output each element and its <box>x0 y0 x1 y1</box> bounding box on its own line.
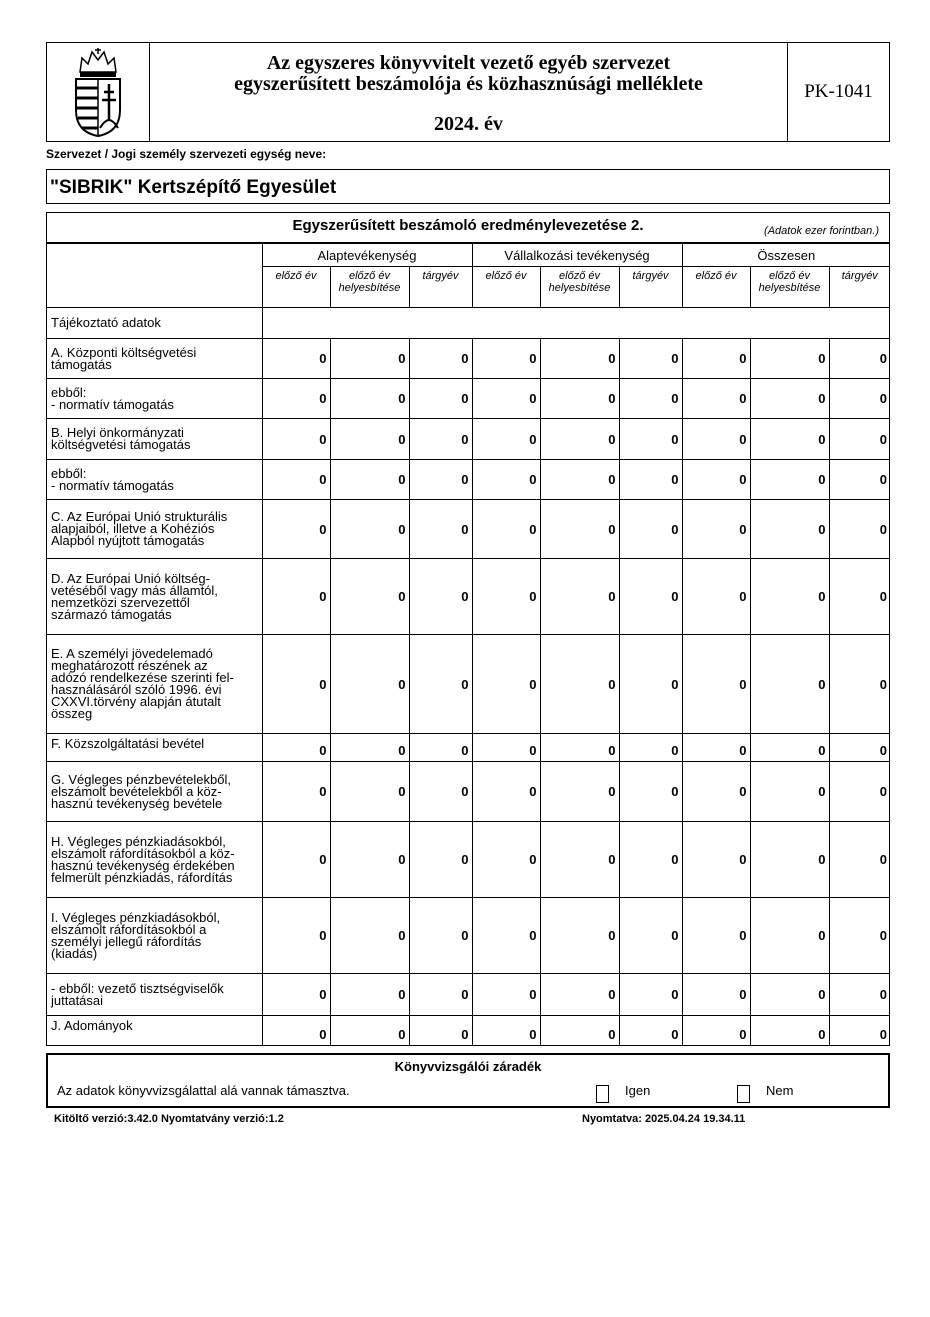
column-subheader: előző év helyesbítése <box>540 267 619 308</box>
value-cell: 0 <box>682 898 750 974</box>
value-cell: 0 <box>540 419 619 460</box>
value-cell: 0 <box>829 460 890 500</box>
section-label: Tájékoztató adatok <box>47 308 262 339</box>
table-row <box>47 460 890 500</box>
value-cell: 0 <box>682 974 750 1016</box>
row-label: ebből: - normatív támogatás <box>47 379 262 419</box>
value-cell: 0 <box>540 379 619 419</box>
no-label: Nem <box>766 1083 794 1098</box>
value-cell: 0 <box>262 822 330 898</box>
value-cell: 0 <box>330 734 409 762</box>
logo-cell <box>47 43 150 141</box>
value-cell: 0 <box>409 822 472 898</box>
version-info: Kitöltő verzió:3.42.0 Nyomtatvány verzió:1.2 <box>54 1113 284 1125</box>
value-cell: 0 <box>829 762 890 822</box>
form-header <box>46 42 890 142</box>
table-row <box>47 762 890 822</box>
value-cell: 0 <box>682 339 750 379</box>
value-cell: 0 <box>619 635 682 734</box>
value-cell: 0 <box>262 1016 330 1045</box>
value-cell: 0 <box>750 822 829 898</box>
value-cell: 0 <box>472 822 540 898</box>
value-cell: 0 <box>330 500 409 559</box>
table-title: Egyszerűsített beszámoló eredménylevezetése 2. <box>292 217 644 234</box>
value-cell: 0 <box>262 500 330 559</box>
value-cell: 0 <box>330 1016 409 1045</box>
value-cell: 0 <box>409 734 472 762</box>
value-cell: 0 <box>472 635 540 734</box>
value-cell: 0 <box>750 419 829 460</box>
value-cell: 0 <box>540 822 619 898</box>
value-cell: 0 <box>262 762 330 822</box>
income-statement-table <box>46 212 890 1046</box>
value-cell: 0 <box>682 822 750 898</box>
value-cell: 0 <box>829 898 890 974</box>
value-cell: 0 <box>829 974 890 1016</box>
value-cell: 0 <box>829 500 890 559</box>
table-row <box>47 898 890 974</box>
value-cell: 0 <box>540 974 619 1016</box>
value-cell: 0 <box>829 635 890 734</box>
value-cell: 0 <box>829 734 890 762</box>
table-row <box>47 1016 890 1045</box>
table-row <box>47 379 890 419</box>
value-cell: 0 <box>829 339 890 379</box>
row-label: F. Közszolgáltatási bevétel <box>47 734 262 762</box>
column-subheader: előző év <box>682 267 750 308</box>
table-row <box>47 822 890 898</box>
value-cell: 0 <box>750 635 829 734</box>
value-cell: 0 <box>472 559 540 635</box>
value-cell: 0 <box>619 1016 682 1045</box>
form-title <box>150 43 788 141</box>
value-cell: 0 <box>472 762 540 822</box>
data-grid <box>47 243 890 1045</box>
value-cell: 0 <box>409 379 472 419</box>
value-cell: 0 <box>540 339 619 379</box>
value-cell: 0 <box>540 635 619 734</box>
row-label: B. Helyi önkormányzati költségvetési támogatás <box>47 419 262 460</box>
value-cell: 0 <box>619 974 682 1016</box>
row-label: C. Az Európai Unió strukturális alapjaiból, illetve a Kohéziós Alapból nyújtott támogatás <box>47 500 262 559</box>
value-cell: 0 <box>262 898 330 974</box>
value-cell: 0 <box>330 460 409 500</box>
column-subheader: tárgyév <box>409 267 472 308</box>
value-cell: 0 <box>750 1016 829 1045</box>
table-row <box>47 419 890 460</box>
value-cell: 0 <box>472 419 540 460</box>
value-cell: 0 <box>682 379 750 419</box>
value-cell: 0 <box>619 559 682 635</box>
value-cell: 0 <box>472 974 540 1016</box>
form-code: PK-1041 <box>804 81 873 102</box>
value-cell: 0 <box>472 460 540 500</box>
unit-note: (Adatok ezer forintban.) <box>764 225 879 237</box>
value-cell: 0 <box>829 1016 890 1045</box>
row-label: I. Végleges pénzkiadásokból, elszámolt ráfordításokból a személyi jellegű ráfordítás (kiadás) <box>47 898 262 974</box>
value-cell: 0 <box>409 762 472 822</box>
value-cell: 0 <box>619 379 682 419</box>
value-cell: 0 <box>619 419 682 460</box>
title-line-1: Az egyszeres könyvvitelt vezető egyéb szervezet <box>266 52 671 74</box>
table-row <box>47 559 890 635</box>
value-cell: 0 <box>330 635 409 734</box>
value-cell: 0 <box>829 822 890 898</box>
column-subheader: tárgyév <box>619 267 682 308</box>
value-cell: 0 <box>540 762 619 822</box>
value-cell: 0 <box>330 559 409 635</box>
organization-label: Szervezet / Jogi személy szervezeti egység neve: <box>46 147 327 161</box>
yes-checkbox[interactable] <box>596 1085 609 1103</box>
value-cell: 0 <box>540 734 619 762</box>
table-row <box>47 974 890 1016</box>
value-cell: 0 <box>330 379 409 419</box>
value-cell: 0 <box>262 339 330 379</box>
label-header-cell <box>47 244 262 308</box>
value-cell: 0 <box>750 460 829 500</box>
value-cell: 0 <box>829 559 890 635</box>
value-cell: 0 <box>619 762 682 822</box>
value-cell: 0 <box>750 339 829 379</box>
value-cell: 0 <box>619 339 682 379</box>
value-cell: 0 <box>330 898 409 974</box>
value-cell: 0 <box>330 822 409 898</box>
table-row <box>47 635 890 734</box>
value-cell: 0 <box>682 500 750 559</box>
value-cell: 0 <box>472 898 540 974</box>
value-cell: 0 <box>540 500 619 559</box>
value-cell: 0 <box>682 1016 750 1045</box>
value-cell: 0 <box>409 898 472 974</box>
value-cell: 0 <box>619 822 682 898</box>
row-label: H. Végleges pénzkiadásokból, elszámolt ráfordításokból a köz- hasznú tevékenység érdekében felmerült pénzkiadás, ráfordítás <box>47 822 262 898</box>
value-cell: 0 <box>409 1016 472 1045</box>
column-subheader: tárgyév <box>829 267 890 308</box>
table-row <box>47 500 890 559</box>
value-cell: 0 <box>472 379 540 419</box>
value-cell: 0 <box>409 635 472 734</box>
audit-clause-box <box>46 1053 890 1108</box>
row-label: D. Az Európai Unió költség- vetéséből vagy más államtól, nemzetközi szervezettől származó támogatás <box>47 559 262 635</box>
hungarian-coat-of-arms-icon <box>72 46 124 138</box>
value-cell: 0 <box>409 339 472 379</box>
group-header: Összesen <box>682 244 890 267</box>
value-cell: 0 <box>619 734 682 762</box>
yes-label: Igen <box>625 1083 651 1098</box>
column-subheader: előző év helyesbítése <box>750 267 829 308</box>
value-cell: 0 <box>472 500 540 559</box>
title-line-2: egyszerűsített beszámolója és közhasznúsági melléklete <box>234 73 703 95</box>
no-checkbox[interactable] <box>737 1085 750 1103</box>
value-cell: 0 <box>409 460 472 500</box>
value-cell: 0 <box>682 559 750 635</box>
report-year: 2024. év <box>434 113 503 135</box>
value-cell: 0 <box>472 1016 540 1045</box>
table-row <box>47 734 890 762</box>
value-cell: 0 <box>409 974 472 1016</box>
organization-name: "SIBRIK" Kertszépítő Egyesület <box>46 169 890 204</box>
value-cell: 0 <box>682 762 750 822</box>
value-cell: 0 <box>262 974 330 1016</box>
section-empty-cell <box>262 308 890 339</box>
value-cell: 0 <box>750 500 829 559</box>
value-cell: 0 <box>262 379 330 419</box>
row-label: E. A személyi jövedelemadó meghatározott részének az adózó rendelkezése szerinti fel- használásáról szóló 1996. évi CXXVI.törvény alapján átutalt összeg <box>47 635 262 734</box>
row-label: ebből: - normatív támogatás <box>47 460 262 500</box>
value-cell: 0 <box>540 898 619 974</box>
value-cell: 0 <box>330 339 409 379</box>
table-row <box>47 339 890 379</box>
value-cell: 0 <box>409 559 472 635</box>
column-subheader: előző év <box>472 267 540 308</box>
value-cell: 0 <box>750 379 829 419</box>
value-cell: 0 <box>750 734 829 762</box>
value-cell: 0 <box>330 419 409 460</box>
row-label: - ebből: vezető tisztségviselők juttatásai <box>47 974 262 1016</box>
column-subheader: előző év helyesbítése <box>330 267 409 308</box>
value-cell: 0 <box>829 379 890 419</box>
table-title-bar <box>47 213 889 243</box>
row-label: A. Központi költségvetési támogatás <box>47 339 262 379</box>
audit-text: Az adatok könyvvizsgálattal alá vannak támasztva. <box>57 1083 350 1098</box>
value-cell: 0 <box>750 898 829 974</box>
value-cell: 0 <box>682 419 750 460</box>
column-subheader: előző év <box>262 267 330 308</box>
group-header: Alaptevékenység <box>262 244 472 267</box>
value-cell: 0 <box>750 974 829 1016</box>
value-cell: 0 <box>472 734 540 762</box>
value-cell: 0 <box>262 734 330 762</box>
value-cell: 0 <box>750 559 829 635</box>
value-cell: 0 <box>472 339 540 379</box>
group-header: Vállalkozási tevékenység <box>472 244 682 267</box>
value-cell: 0 <box>262 635 330 734</box>
value-cell: 0 <box>750 762 829 822</box>
value-cell: 0 <box>682 635 750 734</box>
row-label: G. Végleges pénzbevételekből, elszámolt bevételekből a köz- hasznú tevékenység bevétele <box>47 762 262 822</box>
value-cell: 0 <box>262 419 330 460</box>
value-cell: 0 <box>682 460 750 500</box>
row-label: J. Adományok <box>47 1016 262 1045</box>
print-timestamp: Nyomtatva: 2025.04.24 19.34.11 <box>582 1113 746 1125</box>
value-cell: 0 <box>330 762 409 822</box>
value-cell: 0 <box>540 1016 619 1045</box>
value-cell: 0 <box>682 734 750 762</box>
value-cell: 0 <box>409 419 472 460</box>
value-cell: 0 <box>829 419 890 460</box>
value-cell: 0 <box>330 974 409 1016</box>
value-cell: 0 <box>540 460 619 500</box>
value-cell: 0 <box>262 460 330 500</box>
value-cell: 0 <box>262 559 330 635</box>
value-cell: 0 <box>619 898 682 974</box>
value-cell: 0 <box>619 500 682 559</box>
value-cell: 0 <box>540 559 619 635</box>
audit-title: Könyvvizsgálói záradék <box>394 1059 542 1074</box>
value-cell: 0 <box>619 460 682 500</box>
value-cell: 0 <box>409 500 472 559</box>
